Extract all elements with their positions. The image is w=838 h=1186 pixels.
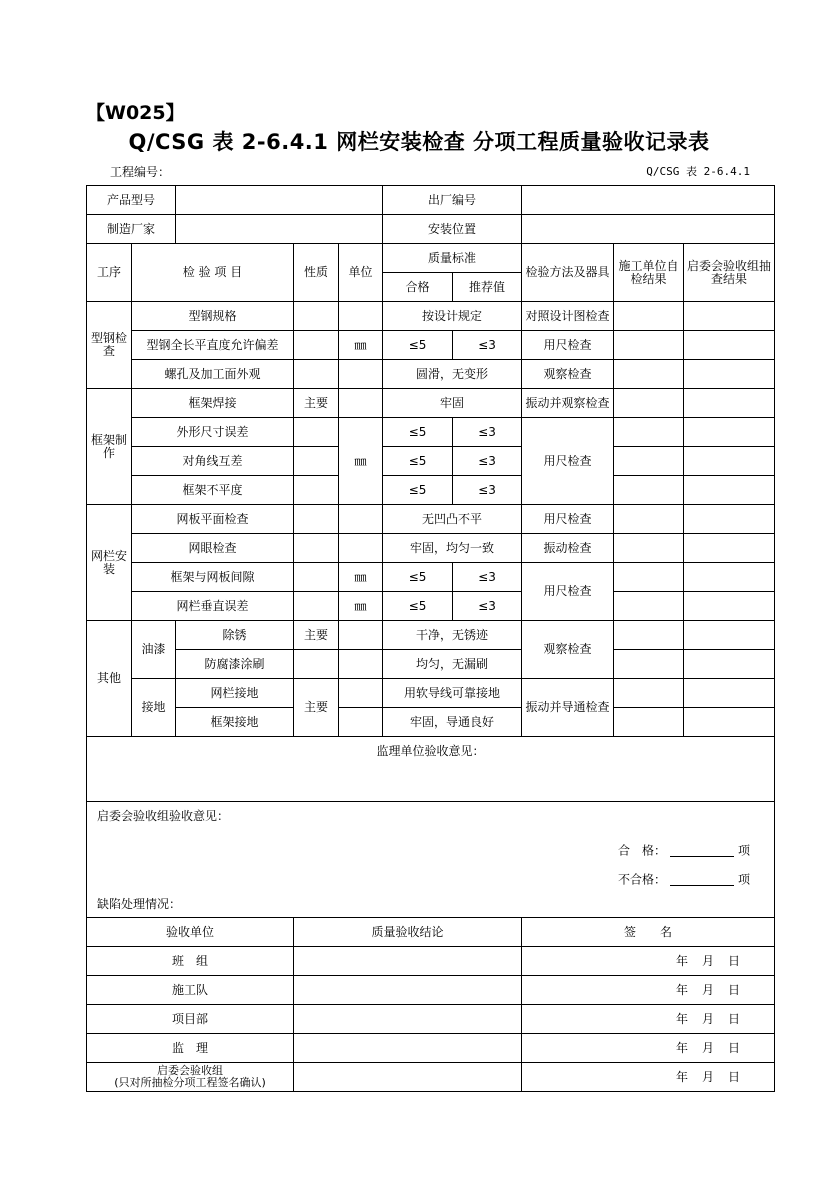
- year-label: 年: [675, 953, 688, 968]
- unit-cell: [339, 650, 383, 679]
- page-title: Q/CSG 表 2-6.4.1 网栏安装检查 分项工程质量验收记录表: [128, 130, 710, 154]
- method-cell: 对照设计图检查: [522, 302, 614, 331]
- month-label: 月: [702, 1040, 715, 1055]
- qualified-input[interactable]: [670, 844, 734, 857]
- recommended-value: ≤3: [453, 447, 522, 476]
- committee-opinion[interactable]: [87, 802, 775, 918]
- self-check-cell[interactable]: [614, 505, 684, 534]
- unit-cell: [339, 302, 383, 331]
- item-label: 框架不平度: [132, 476, 294, 505]
- form-code: 【W025】: [86, 102, 185, 124]
- committee-check-cell[interactable]: [684, 679, 775, 708]
- item-label: 除锈: [176, 621, 294, 650]
- standard-cell: 按设计规定: [383, 302, 522, 331]
- committee-check-cell[interactable]: [684, 621, 775, 650]
- year-label: 年: [675, 982, 688, 997]
- method-cell: 用尺检查: [522, 331, 614, 360]
- signoff-conclusion[interactable]: [294, 976, 522, 1005]
- col-nature: 性质: [294, 244, 339, 302]
- committee-check-cell[interactable]: [684, 331, 775, 360]
- pass-value: ≤5: [383, 592, 453, 621]
- nature-cell: 主要: [294, 621, 339, 650]
- day-label: 日: [728, 982, 741, 997]
- supervisor-opinion-label: 监理单位验收意见：: [376, 744, 485, 758]
- nature-cell: [294, 592, 339, 621]
- standard-number: Q/CSG 表 2-6.4.1: [646, 165, 750, 178]
- committee-check-cell[interactable]: [684, 534, 775, 563]
- self-check-cell[interactable]: [614, 476, 684, 505]
- nature-cell: [294, 331, 339, 360]
- unqualified-label: 不合格：: [618, 872, 667, 887]
- standard-cell: 干净，无锈迹: [383, 621, 522, 650]
- process-frame: 框架制作: [87, 389, 132, 505]
- item-label: 对角线互差: [132, 447, 294, 476]
- item-label: 外形尺寸误差: [132, 418, 294, 447]
- method-cell: 用尺检查: [522, 418, 614, 505]
- self-check-cell[interactable]: [614, 592, 684, 621]
- signoff-col-sign: 签 名: [522, 918, 775, 947]
- signoff-conclusion[interactable]: [294, 947, 522, 976]
- self-check-cell[interactable]: [614, 650, 684, 679]
- committee-check-cell[interactable]: [684, 476, 775, 505]
- self-check-cell[interactable]: [614, 708, 684, 737]
- install-location-label: 安装位置: [383, 215, 522, 244]
- col-unit: 单位: [339, 244, 383, 302]
- unqualified-input[interactable]: [670, 873, 734, 886]
- unit-cell: ㎜: [339, 563, 383, 592]
- method-cell: 用尺检查: [522, 505, 614, 534]
- committee-check-cell[interactable]: [684, 592, 775, 621]
- self-check-cell[interactable]: [614, 447, 684, 476]
- unit-cell: [339, 534, 383, 563]
- signoff-date[interactable]: [522, 1005, 775, 1034]
- committee-check-cell[interactable]: [684, 708, 775, 737]
- signoff-unit: 施工队: [87, 976, 294, 1005]
- standard-cell: 牢固，均匀一致: [383, 534, 522, 563]
- self-check-cell[interactable]: [614, 331, 684, 360]
- unit-cell: ㎜: [339, 418, 383, 505]
- col-item: 检 验 项 目: [132, 244, 294, 302]
- serial-number-label: 出厂编号: [383, 186, 522, 215]
- committee-check-cell[interactable]: [684, 389, 775, 418]
- item-label: 网栏垂直误差: [132, 592, 294, 621]
- committee-check-cell[interactable]: [684, 505, 775, 534]
- committee-check-cell[interactable]: [684, 302, 775, 331]
- signoff-col-unit: 验收单位: [87, 918, 294, 947]
- self-check-cell[interactable]: [614, 418, 684, 447]
- serial-number-field[interactable]: [522, 186, 775, 215]
- month-label: 月: [702, 1011, 715, 1026]
- project-number-label: 工程编号：: [110, 165, 171, 179]
- self-check-cell[interactable]: [614, 534, 684, 563]
- year-label: 年: [675, 1069, 688, 1084]
- product-model-field[interactable]: [176, 186, 383, 215]
- signoff-conclusion[interactable]: [294, 1063, 522, 1092]
- signoff-unit: 班 组: [87, 947, 294, 976]
- signoff-col-conclusion: 质量验收结论: [294, 918, 522, 947]
- nature-cell: [294, 563, 339, 592]
- nature-cell: [294, 650, 339, 679]
- committee-check-cell[interactable]: [684, 447, 775, 476]
- col-method: 检验方法及器具: [522, 244, 614, 302]
- item-unit: 项: [738, 843, 751, 858]
- pass-value: ≤5: [383, 476, 453, 505]
- signoff-date[interactable]: [522, 947, 775, 976]
- committee-opinion-label: 启委会验收组验收意见：: [97, 809, 230, 823]
- item-label: 框架接地: [176, 708, 294, 737]
- sub-ground: 接地: [132, 679, 176, 737]
- signoff-date[interactable]: [522, 1063, 775, 1092]
- process-other: 其他: [87, 621, 132, 737]
- item-label: 型钢规格: [132, 302, 294, 331]
- month-label: 月: [702, 953, 715, 968]
- item-label: 框架与网板间隙: [132, 563, 294, 592]
- nature-cell: [294, 476, 339, 505]
- item-label: 框架焊接: [132, 389, 294, 418]
- signoff-unit: 启委会验收组 (只对所抽检分项工程签名确认): [87, 1063, 294, 1092]
- col-committee-check: 启委会验收组抽查结果: [684, 244, 775, 302]
- col-process: 工序: [87, 244, 132, 302]
- signoff-conclusion[interactable]: [294, 1034, 522, 1063]
- nature-cell: [294, 360, 339, 389]
- day-label: 日: [728, 1011, 741, 1026]
- item-label: 型钢全长平直度允许偏差: [132, 331, 294, 360]
- committee-check-cell[interactable]: [684, 418, 775, 447]
- recommended-value: ≤3: [453, 418, 522, 447]
- unit-cell: [339, 679, 383, 708]
- unqualified-count: [618, 873, 750, 886]
- method-cell: 振动并导通检查: [522, 679, 614, 737]
- unit-cell: [339, 505, 383, 534]
- unit-cell: [339, 708, 383, 737]
- item-label: 网眼检查: [132, 534, 294, 563]
- recommended-value: ≤3: [453, 331, 522, 360]
- pass-value: ≤5: [383, 331, 453, 360]
- month-label: 月: [702, 982, 715, 997]
- day-label: 日: [728, 1040, 741, 1055]
- year-label: 年: [675, 1011, 688, 1026]
- nature-cell: [294, 447, 339, 476]
- unit-cell: [339, 621, 383, 650]
- pass-value: ≤5: [383, 418, 453, 447]
- col-self-check: 施工单位自检结果: [614, 244, 684, 302]
- manufacturer-label: 制造厂家: [87, 215, 176, 244]
- committee-check-cell[interactable]: [684, 563, 775, 592]
- supervisor-opinion[interactable]: [87, 737, 775, 802]
- standard-cell: 牢固: [383, 389, 522, 418]
- pass-value: ≤5: [383, 563, 453, 592]
- item-label: 网板平面检查: [132, 505, 294, 534]
- standard-cell: 无凹凸不平: [383, 505, 522, 534]
- nature-cell: [294, 418, 339, 447]
- self-check-cell[interactable]: [614, 563, 684, 592]
- self-check-cell[interactable]: [614, 621, 684, 650]
- process-fence: 网栏安装: [87, 505, 132, 621]
- unit-cell: [339, 389, 383, 418]
- recommended-value: ≤3: [453, 592, 522, 621]
- qualified-label: 合 格：: [618, 843, 667, 858]
- nature-cell: 主要: [294, 389, 339, 418]
- signoff-date[interactable]: [522, 976, 775, 1005]
- manufacturer-field[interactable]: [176, 215, 383, 244]
- inspection-table: [86, 185, 775, 1092]
- unit-cell: ㎜: [339, 592, 383, 621]
- recommended-value: ≤3: [453, 563, 522, 592]
- item-label: 防腐漆涂刷: [176, 650, 294, 679]
- day-label: 日: [728, 953, 741, 968]
- self-check-cell[interactable]: [614, 679, 684, 708]
- method-cell: 观察检查: [522, 621, 614, 679]
- day-label: 日: [728, 1069, 741, 1084]
- sub-paint: 油漆: [132, 621, 176, 679]
- standard-cell: 均匀，无漏刷: [383, 650, 522, 679]
- method-cell: 用尺检查: [522, 563, 614, 621]
- unit-cell: [339, 360, 383, 389]
- recommended-value: ≤3: [453, 476, 522, 505]
- signoff-date[interactable]: [522, 1034, 775, 1063]
- method-cell: 振动并观察检查: [522, 389, 614, 418]
- self-check-cell[interactable]: [614, 302, 684, 331]
- item-label: 网栏接地: [176, 679, 294, 708]
- committee-check-cell[interactable]: [684, 360, 775, 389]
- method-cell: 观察检查: [522, 360, 614, 389]
- standard-cell: 用软导线可靠接地: [383, 679, 522, 708]
- item-label: 螺孔及加工面外观: [132, 360, 294, 389]
- unit-cell: ㎜: [339, 331, 383, 360]
- committee-check-cell[interactable]: [684, 650, 775, 679]
- qualified-count: [618, 844, 750, 857]
- nature-cell: 主要: [294, 679, 339, 737]
- self-check-cell[interactable]: [614, 389, 684, 418]
- signoff-unit: 监 理: [87, 1034, 294, 1063]
- col-recommended: 推荐值: [453, 273, 522, 302]
- defects-label: 缺陷处理情况：: [97, 897, 182, 911]
- process-steel: 型钢检查: [87, 302, 132, 389]
- nature-cell: [294, 302, 339, 331]
- standard-cell: 圆滑，无变形: [383, 360, 522, 389]
- nature-cell: [294, 505, 339, 534]
- item-unit: 项: [738, 872, 751, 887]
- method-cell: 振动检查: [522, 534, 614, 563]
- product-model-label: 产品型号: [87, 186, 176, 215]
- col-pass: 合格: [383, 273, 453, 302]
- signoff-unit: 项目部: [87, 1005, 294, 1034]
- install-location-field[interactable]: [522, 215, 775, 244]
- pass-value: ≤5: [383, 447, 453, 476]
- month-label: 月: [702, 1069, 715, 1084]
- nature-cell: [294, 534, 339, 563]
- col-quality-standard: 质量标准: [383, 244, 522, 273]
- year-label: 年: [675, 1040, 688, 1055]
- signoff-conclusion[interactable]: [294, 1005, 522, 1034]
- standard-cell: 牢固，导通良好: [383, 708, 522, 737]
- self-check-cell[interactable]: [614, 360, 684, 389]
